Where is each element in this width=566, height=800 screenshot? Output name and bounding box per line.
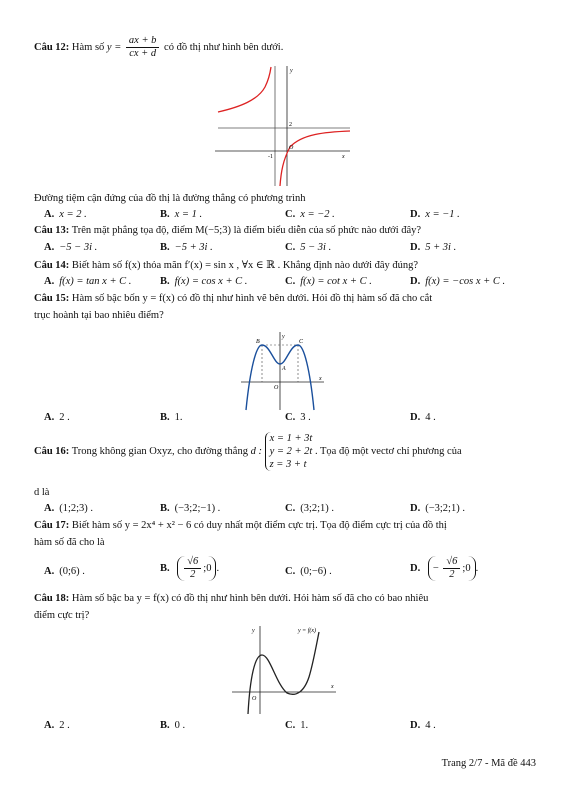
- q16-option-c[interactable]: C. (3;2;1) .: [285, 503, 335, 514]
- q12-option-a[interactable]: A. x = 2 .: [44, 209, 87, 220]
- q18-origin: O: [252, 696, 257, 702]
- q14-label: Câu 14:: [34, 260, 70, 271]
- q18-option-b[interactable]: B. 0 .: [160, 720, 186, 731]
- q12-left-branch: [218, 67, 271, 112]
- q17-option-d-paren: − $\frac{√6}{2}$ ;0: [428, 556, 476, 581]
- q13-option-b[interactable]: B. −5 + 3i .: [160, 242, 213, 253]
- q16-option-d[interactable]: D. (−3;2;1) .: [410, 503, 465, 514]
- q13-option-a[interactable]: A. −5 − 3i .: [44, 242, 98, 253]
- q16-option-b[interactable]: B. (−3;2;−1) .: [160, 503, 221, 514]
- q13-option-c[interactable]: C. 5 − 3i .: [285, 242, 332, 253]
- q16-eq-z: z = 3 + t: [269, 459, 307, 470]
- q16-option-a[interactable]: A. (1;2;3) .: [44, 503, 94, 514]
- q16-d-label: d :: [250, 445, 262, 457]
- q16-eq-y: y = 2 + 2t: [269, 446, 313, 457]
- q17-option-b[interactable]: B. $\frac{√6}{2}$ ;0 .: [160, 556, 220, 580]
- q14-stem: [34, 259, 418, 271]
- q12-question: Đường tiệm cận đứng của đồ thị là đường thẳng có phương trình: [34, 193, 306, 204]
- q18-line2: điểm cực trị?: [34, 610, 90, 621]
- q12-right-branch: [280, 131, 350, 186]
- q15-line1: Hàm số bậc bốn y = f(x) có đồ thị như hình vẽ bên dưới. Hỏi đồ thị hàm số đã cho cắt: [71, 293, 433, 304]
- q17-option-a[interactable]: A. (0;6) .: [44, 566, 85, 577]
- q16-stem: [34, 432, 462, 471]
- q12-x-label: x: [342, 154, 345, 160]
- q15-point-a: A: [282, 366, 286, 372]
- q17-label: Câu 17:: [34, 520, 70, 531]
- q12-y-label: y: [290, 68, 293, 74]
- q14-option-d[interactable]: D. f(x) = −cos x + C .: [410, 276, 506, 287]
- q18-curve-label: y = f(x): [298, 628, 317, 634]
- q12-option-d[interactable]: D. x = −1 .: [410, 209, 460, 220]
- q18-y-label: y: [252, 628, 255, 634]
- q18-stem: [34, 593, 428, 604]
- q12-label: Câu 12:: [34, 41, 70, 53]
- q17-stem: [34, 520, 447, 531]
- q12-option-c[interactable]: C. x = −2 .: [285, 209, 335, 220]
- q12-option-b[interactable]: B. x = 1 .: [160, 209, 203, 220]
- q18-label: Câu 18:: [34, 593, 70, 604]
- q16-text-b: . Tọa độ một vectơ chỉ phương của: [314, 445, 462, 457]
- q15-line2: trục hoành tại bao nhiêu điểm?: [34, 310, 164, 321]
- q17-option-c[interactable]: C. (0;−6) .: [285, 566, 332, 577]
- q15-point-c: C: [299, 339, 304, 345]
- q13-text: Trên mặt phẳng tọa độ, điểm M(−5;3) là điểm biểu diễn của số phức nào dưới đây?: [71, 225, 422, 236]
- q12-fraction: [126, 35, 160, 60]
- q12-text-a: Hàm số: [71, 41, 105, 53]
- q13-option-d[interactable]: D. 5 + 3i .: [410, 242, 457, 253]
- q18-option-c[interactable]: C. 1.: [285, 720, 309, 731]
- q16-label: Câu 16:: [34, 445, 70, 457]
- q15-option-c[interactable]: C. 3 .: [285, 412, 311, 423]
- q12-stem: [34, 35, 283, 60]
- q14-text: Biết hàm số f(x) thỏa mãn f′(x) = sin x , ∀x ∈ ℝ . Khẳng định nào dưới đây đúng?: [71, 260, 419, 271]
- q17-line2: hàm số đã cho là: [34, 537, 105, 548]
- q18-graph: [230, 622, 340, 716]
- q15-graph: [238, 330, 328, 412]
- q12-text-b: có đồ thị như hình bên dưới.: [164, 41, 284, 53]
- q16-text-a: Trong không gian Oxyz, cho đường thẳng: [71, 445, 248, 457]
- q15-y-label: y: [282, 334, 285, 340]
- q14-option-b[interactable]: B. f(x) = cos x + C .: [160, 276, 248, 287]
- q18-option-a[interactable]: A. 2 .: [44, 720, 70, 731]
- q12-graph: [210, 62, 355, 190]
- q13-stem: [34, 225, 421, 236]
- q15-label: Câu 15:: [34, 293, 70, 304]
- q18-line1: Hàm số bậc ba y = f(x) có đồ thị như hình bên dưới. Hỏi hàm số đã cho có bao nhiêu: [71, 593, 429, 604]
- q15-stem: [34, 293, 432, 304]
- q12-tick-minus-one: -1: [268, 154, 273, 160]
- q17-line1: Biết hàm số y = 2x⁴ + x² − 6 có duy nhất một điểm cực trị. Tọa độ điểm cực trị của đồ thị: [71, 520, 447, 531]
- q15-option-d[interactable]: D. 4 .: [410, 412, 436, 423]
- q17-option-d[interactable]: D. − $\frac{√6}{2}$ ;0 .: [410, 556, 479, 580]
- q13-label: Câu 13:: [34, 225, 70, 236]
- q15-option-a[interactable]: A. 2 .: [44, 412, 70, 423]
- page-footer: Trang 2/7 - Mã đề 443: [441, 758, 536, 769]
- q15-x-label: x: [319, 376, 322, 382]
- q14-option-a[interactable]: A. f(x) = tan x + C .: [44, 276, 132, 287]
- q12-func-num: ax + b: [126, 35, 160, 48]
- q12-origin: O: [289, 145, 294, 151]
- q12-tick-2: 2: [289, 122, 292, 128]
- q15-point-b: B: [256, 339, 260, 345]
- q15-option-b[interactable]: B. 1.: [160, 412, 183, 423]
- q15-origin: O: [274, 385, 279, 391]
- q12-func-prefix: y =: [106, 41, 122, 53]
- q16-line2: d là: [34, 487, 50, 498]
- q18-curve: [248, 632, 319, 714]
- q14-option-c[interactable]: C. f(x) = cot x + C .: [285, 276, 372, 287]
- q12-func-den: cx + d: [129, 48, 157, 59]
- q16-eq-x: x = 1 + 3t: [269, 433, 313, 444]
- q16-system: [265, 432, 313, 471]
- q18-x-label: x: [331, 684, 334, 690]
- q17-option-b-paren: $\frac{√6}{2}$ ;0: [177, 556, 216, 581]
- q18-option-d[interactable]: D. 4 .: [410, 720, 436, 731]
